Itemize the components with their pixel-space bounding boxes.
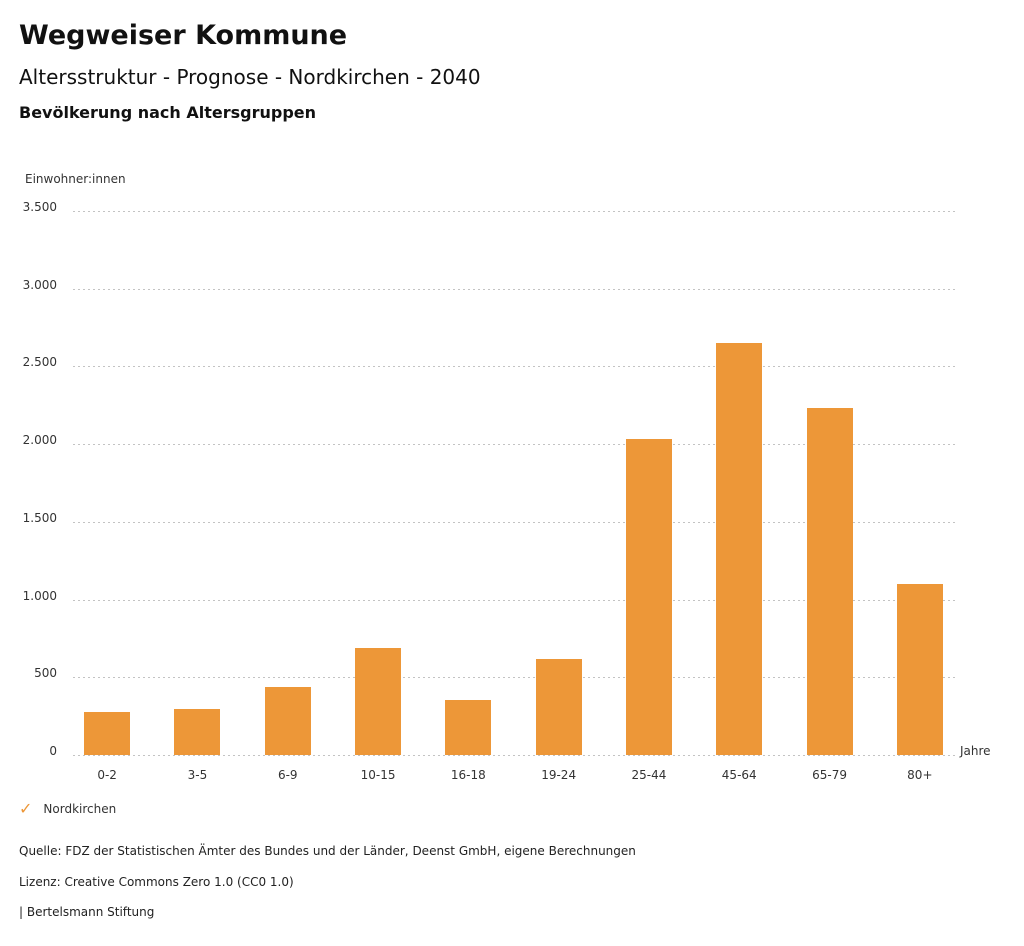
legend-label: Nordkirchen xyxy=(43,802,117,816)
x-tick-label-45-64: 45-64 xyxy=(721,768,757,782)
y-tick-label-2.500: 2.500 xyxy=(22,355,57,370)
x-tick-label-0-2: 0-2 xyxy=(97,768,117,782)
x-tick-label-25-44: 25-44 xyxy=(631,768,667,782)
y-tick-label-1.000: 1.000 xyxy=(22,588,57,603)
gridline-y-2.500 xyxy=(73,366,958,367)
bar-16-18[interactable] xyxy=(445,700,491,755)
bar-45-64[interactable] xyxy=(716,343,762,755)
y-tick-label-2.000: 2.000 xyxy=(22,433,57,448)
y-axis-title: Einwohner:innen xyxy=(25,172,126,186)
page-title: Wegweiser Kommune xyxy=(19,20,348,51)
gridline-y-0 xyxy=(73,755,958,756)
y-tick-label-3.500: 3.500 xyxy=(22,200,57,214)
y-tick-label-0: 0 xyxy=(49,744,57,758)
x-tick-label-10-15: 10-15 xyxy=(360,768,396,782)
bar-19-24[interactable] xyxy=(536,659,582,755)
x-axis-title: Jahre xyxy=(960,744,991,758)
bar-80+[interactable] xyxy=(897,584,943,755)
license-note: Lizenz: Creative Commons Zero 1.0 (CC0 1.0) xyxy=(19,875,294,889)
bar-0-2[interactable] xyxy=(84,712,130,755)
bar-3-5[interactable] xyxy=(174,709,220,755)
y-tick-label-500: 500 xyxy=(34,666,57,681)
y-tick-label-3.000: 3.000 xyxy=(22,277,57,292)
attribution-note: | Bertelsmann Stiftung xyxy=(19,905,155,919)
x-tick-label-65-79: 65-79 xyxy=(812,768,847,782)
legend-item-nordkirchen[interactable] xyxy=(19,801,116,817)
bar-25-44[interactable] xyxy=(626,439,672,755)
bar-10-15[interactable] xyxy=(355,648,401,755)
source-note: Quelle: FDZ der Statistischen Ämter des Bundes und der Länder, Deenst GmbH, eigene Berechnungen xyxy=(19,844,636,858)
bar-6-9[interactable] xyxy=(265,687,311,755)
chart-heading: Bevölkerung nach Altersgruppen xyxy=(19,103,317,122)
x-tick-label-16-18: 16-18 xyxy=(450,768,486,782)
gridline-y-3.000 xyxy=(73,289,958,290)
x-tick-label-3-5: 3-5 xyxy=(187,768,208,782)
x-tick-label-80+: 80+ xyxy=(907,768,933,782)
x-tick-label-6-9: 6-9 xyxy=(277,768,298,782)
x-tick-label-19-24: 19-24 xyxy=(541,768,577,782)
bar-65-79[interactable] xyxy=(807,408,853,755)
y-tick-label-1.500: 1.500 xyxy=(22,510,57,525)
check-icon: ✓ xyxy=(19,799,33,818)
chart-subtitle: Altersstruktur - Prognose - Nordkirchen - 2040 xyxy=(19,65,481,89)
gridline-y-3.500 xyxy=(73,211,958,212)
